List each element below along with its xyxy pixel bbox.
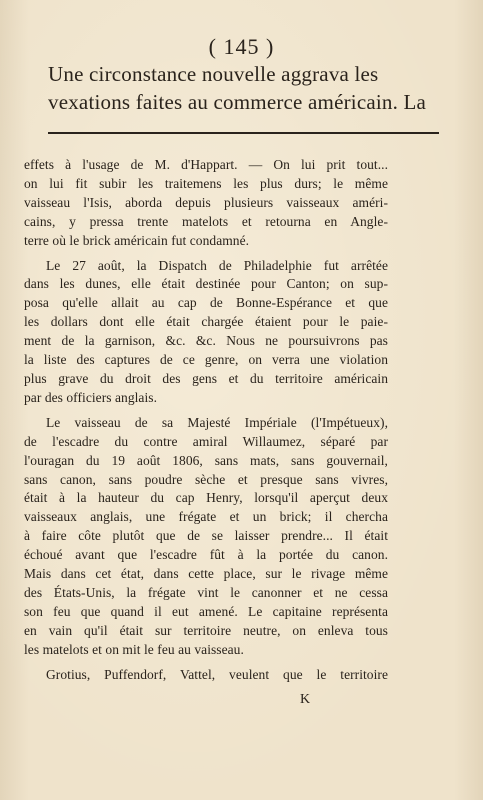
text-line: était à la hauteur du cap Henry, lorsqu'il aperçut deux: [24, 490, 388, 506]
text-line: l'ouragan du 19 août 1806, sans mats, sans gouvernail,: [24, 452, 388, 468]
section-divider: [48, 132, 439, 134]
text-line: Le vaisseau de sa Majesté Impériale (l'Impétueux),: [46, 414, 388, 430]
signature-mark: K: [300, 692, 312, 707]
paragraph: [24, 156, 388, 251]
text-line: les dollars dont elle était chargée étaient pour le paie-: [24, 314, 388, 330]
paragraph: [24, 414, 388, 660]
text-line: posa qu'elle allait au cap de Bonne-Espérance et que: [24, 295, 388, 311]
text-line: dans les dunes, elle était destinée pour Canton; on sup-: [24, 276, 388, 292]
text-line: en vain qu'il était sur territoire neutre, on enleva tous: [24, 622, 388, 638]
text-line: des États-Unis, la frégate vint le canonner et ne cessa: [24, 584, 388, 600]
intro-paragraph: [48, 60, 440, 116]
text-line: échoué avant que l'escadre fût à la portée du canon.: [24, 547, 388, 563]
paragraph: [24, 257, 388, 408]
text-line: vaisseau l'Isis, aborda depuis plusieurs vaisseaux améri-: [24, 194, 388, 210]
text-line: cains, y pressa trente matelots et retourna en Angle-: [24, 213, 388, 229]
text-line: on lui fit subir les traitemens les plus durs; le même: [24, 175, 388, 191]
text-line: Mais dans cet état, dans cette place, sur le rivage même: [24, 566, 388, 582]
text-line: vaisseaux anglais, une frégate et un brick; il chercha: [24, 509, 388, 525]
page-number: ( 145 ): [208, 34, 275, 59]
text-line: Une circonstance nouvelle aggrava les: [48, 62, 379, 86]
text-line: terre où le brick américain fut condamné.: [24, 232, 250, 248]
text-line: les matelots et on mit le feu au vaisseau.: [24, 641, 244, 657]
text-line: ment de la garnison, &c. &c. Nous ne poursuivrons pas: [24, 333, 388, 349]
text-line: Grotius, Puffendorf, Vattel, veulent que le territoire: [46, 666, 388, 682]
paragraph: [24, 666, 388, 685]
text-line: sans canon, sans poudre sèche et presque sans vivres,: [24, 471, 388, 487]
text-line: plus grave du droit des gens et du territoire américain: [24, 370, 388, 386]
text-line: à faire côte plutôt que de se laisser prendre... Il était: [24, 528, 388, 544]
body-text: [24, 156, 388, 684]
text-line: par des officiers anglais.: [24, 389, 158, 405]
text-line: vexations faites au commerce américain. La: [48, 90, 427, 114]
text-line: Le 27 août, la Dispatch de Philadelphie fut arrêtée: [46, 257, 388, 273]
text-line: de l'escadre du contre amiral Willaumez, séparé par: [24, 433, 388, 449]
text-line: la liste des captures de ce genre, on verra une violation: [24, 352, 388, 368]
text-line: son feu que quand il eut amené. Le capitaine représenta: [24, 603, 388, 619]
text-line: effets à l'usage de M. d'Happart. — On lui prit tout...: [24, 157, 388, 172]
